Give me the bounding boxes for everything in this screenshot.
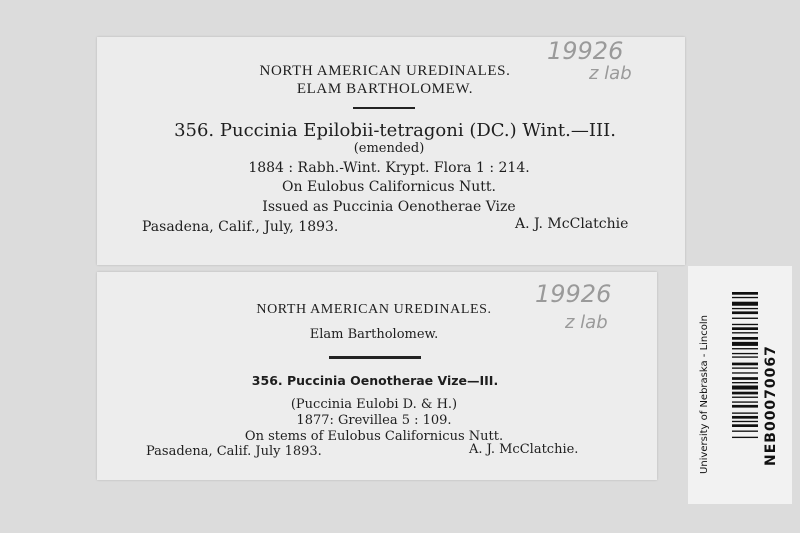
locality-date: Pasadena, Calif. July 1893. — [146, 444, 322, 459]
barcode-bar — [732, 405, 758, 408]
barcode-graphic — [732, 292, 758, 496]
synonym-line: (Puccinia Eulobi D. & H.) — [290, 397, 458, 412]
collector-name: A. J. McClatchie — [515, 216, 629, 232]
barcode-bar — [732, 377, 758, 380]
barcode-bar — [732, 401, 758, 402]
barcode-bar — [732, 302, 758, 306]
barcode-bar — [732, 356, 758, 357]
barcode-bar — [732, 337, 758, 340]
barcode-bar — [732, 297, 758, 298]
species-line: 356. Puccinia Oenotherae Vize—III. — [251, 373, 499, 388]
barcode-bar — [732, 437, 758, 438]
barcode-bar — [732, 324, 758, 325]
issued-as-line: Issued as Puccinia Oenotherae Vize — [262, 199, 516, 215]
divider-rule — [329, 356, 421, 359]
host-line: On Eulobus Californicus Nutt. — [282, 179, 496, 195]
label-top — [97, 37, 685, 265]
barcode-bar — [732, 421, 758, 422]
barcode-bar — [732, 386, 758, 390]
citation-line: 1877: Grevillea 5 : 109. — [296, 413, 452, 428]
barcode-bar — [732, 424, 758, 427]
barcode-bar — [732, 308, 758, 309]
barcode-bar — [732, 332, 758, 333]
barcode-bar — [732, 372, 758, 373]
barcode-bar — [732, 363, 758, 366]
institution-name: University of Nebraska - Lincoln — [699, 315, 710, 474]
locality-date: Pasadena, Calif., July, 1893. — [142, 219, 339, 235]
barcode-bar — [732, 397, 758, 398]
barcode-bar — [732, 367, 758, 368]
species-line: 356. Puccinia Epilobii-tetragoni (DC.) Wint.—III. — [174, 120, 616, 141]
handwritten-note: z lab — [565, 312, 608, 333]
barcode-bar — [732, 392, 758, 395]
barcode-bar — [732, 342, 758, 346]
barcode-bar — [732, 353, 758, 354]
barcode-bar — [732, 416, 758, 419]
collector-name: A. J. McClatchie. — [469, 442, 579, 457]
header-author: Elam Bartholomew. — [309, 327, 439, 342]
handwritten-accession-number: 19926 — [535, 280, 612, 308]
citation-line: 1884 : Rabh.-Wint. Krypt. Flora 1 : 214. — [248, 160, 530, 176]
header-title: NORTH AMERICAN UREDINALES. — [259, 63, 511, 79]
barcode-bar — [732, 431, 758, 432]
barcode-bar — [732, 412, 758, 413]
header-author: ELAM BARTHOLOMEW. — [296, 81, 474, 97]
handwritten-accession-number: 19926 — [547, 37, 624, 65]
label-bottom — [97, 272, 657, 480]
barcode-bar — [732, 382, 758, 383]
barcode-bar — [732, 327, 758, 330]
handwritten-note: z lab — [589, 63, 632, 84]
barcode-bar — [732, 348, 758, 349]
barcode-label — [688, 266, 792, 504]
divider-rule — [353, 107, 415, 109]
header-title: NORTH AMERICAN UREDINALES. — [256, 302, 492, 317]
emended-note: (emended) — [353, 141, 425, 156]
host-line: On stems of Eulobus Californicus Nutt. — [244, 429, 504, 444]
barcode-number: NEB00070067 — [763, 345, 779, 466]
barcode-bar — [732, 311, 758, 314]
barcode-bar — [732, 318, 758, 319]
barcode-bar — [732, 292, 758, 295]
